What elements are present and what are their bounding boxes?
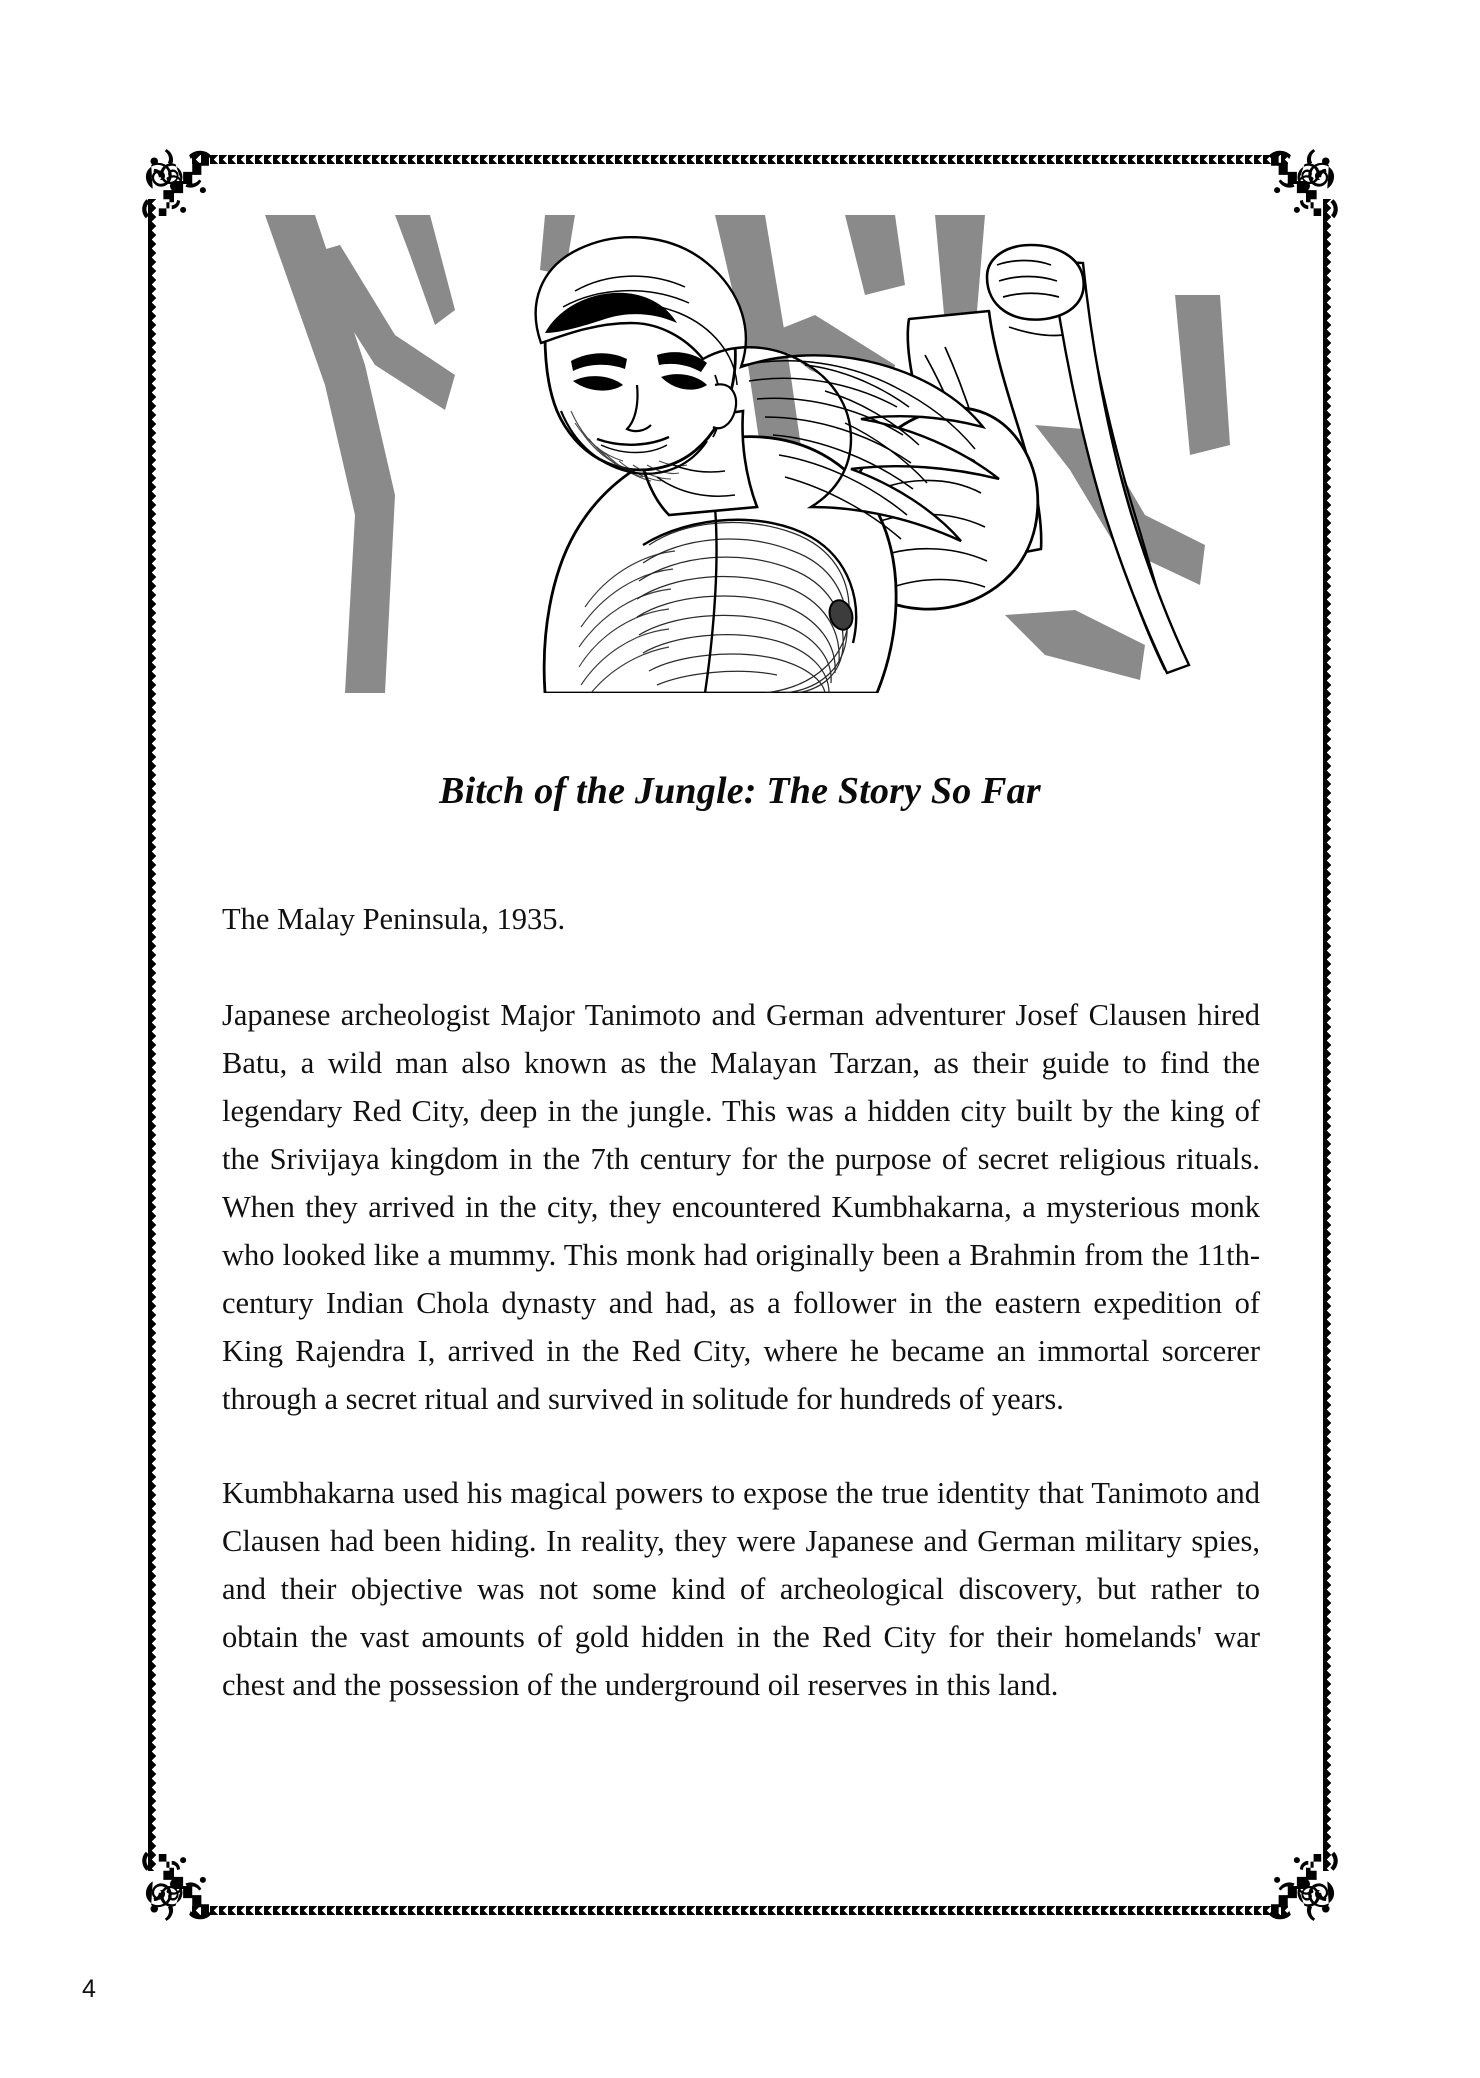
ornamental-frame: [148, 155, 1332, 1915]
frame-bottom-rule: [192, 1906, 1288, 1915]
story-body: [210, 895, 1270, 1709]
story-paragraph-2: Kumbhakarna used his magical powers to expose the true identity that Tanimoto and Clausen had been hiding. In reality, they were Japanese and German military spies, and their objective was not some kind of archeological discovery, but rather to obtain the vast amounts of gold hidden in the Red City for their homelands' war chest and the possession of the underground oil reserves in this land.: [222, 1476, 1260, 1702]
corner-ornament-bottom-left-icon: [136, 1851, 212, 1927]
manga-illustration: [245, 215, 1235, 693]
page-number: 4: [82, 1975, 96, 2003]
illustration-artwork: [245, 215, 1235, 693]
corner-ornament-top-left-icon: [136, 143, 212, 219]
frame-top-rule: [192, 155, 1288, 164]
frame-left-rule: [148, 199, 157, 1871]
corner-ornament-top-right-icon: [1268, 143, 1344, 219]
corner-ornament-bottom-right-icon: [1268, 1851, 1344, 1927]
frame-right-rule: [1323, 199, 1332, 1871]
page-title: Bitch of the Jungle: The Story So Far: [439, 770, 1041, 812]
story-lead-line: The Malay Peninsula, 1935.: [222, 902, 566, 936]
page-content: [210, 215, 1270, 1709]
story-paragraph-1: Japanese archeologist Major Tanimoto and German adventurer Josef Clausen hired Batu, a wild man also known as the Malayan Tarzan, as their guide to find the legendary Red City, deep in the jungle. This was a hidden city built by the king of the Srivijaya kingdom in the 7th century for the purpose of secret religious rituals. When they arrived in the city, they encountered Kumbhakarna, a mysterious monk who looked like a mummy. This monk had originally been a Brahmin from the 11th-century Indian Chola dynasty and had, as a follower in the eastern expedition of King Rajendra I, arrived in the Red City, where he became an immortal sorcerer through a secret ritual and survived in solitude for hundreds of years.: [222, 998, 1260, 1416]
